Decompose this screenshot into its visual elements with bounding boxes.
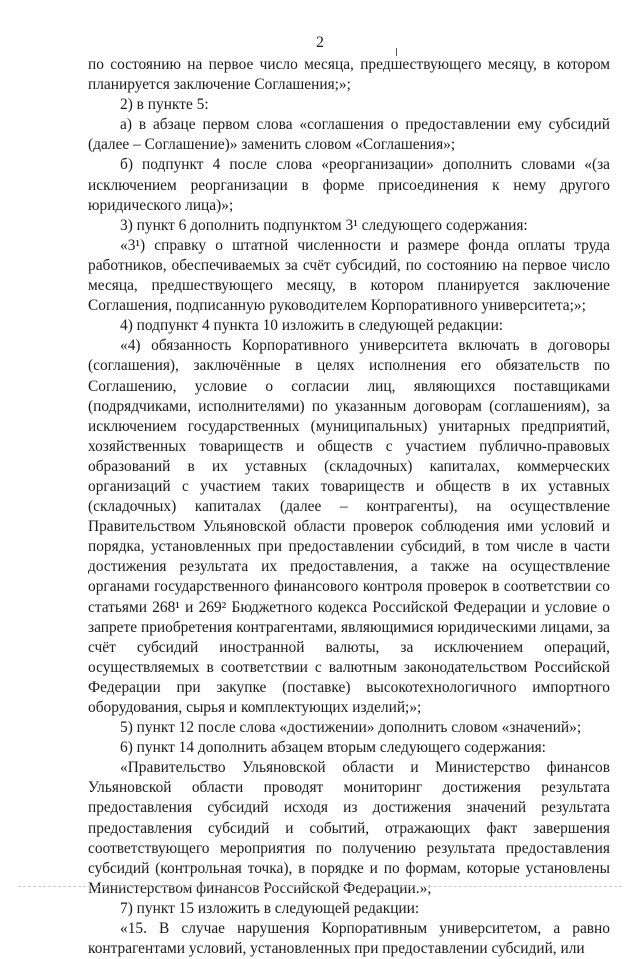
paragraph: 3) пункт 6 дополнить подпунктом 3¹ следующего содержания: xyxy=(120,216,528,234)
paragraph: а) в абзаце первом слова «соглашения о предоставлении ему субсидий (далее – Соглашение)» заменить словом «Соглашения»; xyxy=(88,116,610,154)
scan-edge-line xyxy=(18,886,622,889)
paragraph: «15. В случае нарушения Корпоративным университетом, а равно контрагентами условий, установленных при предоставлении субсидий, или xyxy=(88,920,610,958)
paragraph: 4) подпункт 4 пункта 10 изложить в следующей редакции: xyxy=(120,317,504,335)
paragraph: 6) пункт 14 дополнить абзацем вторым следующего содержания: xyxy=(120,739,546,757)
paragraph: «Правительство Ульяновской области и Министерство финансов Ульяновской области проводят мониторинг достижения результата предоставления субсидий исходя из достижения значений результата предоставления субсидий и событий, отражающих факт завершения соответствующего мероприятия по получению результата предоставления субсидий (контрольная точка), в порядке и по формам, которые установлены Министерством финансов Российской Федерации.»; xyxy=(88,759,610,897)
document-body xyxy=(88,55,610,959)
paragraph: по состоянию на первое число месяца, предшествующего месяцу, в котором планируется заключение Соглашения;»; xyxy=(88,56,610,94)
paragraph: 5) пункт 12 после слова «достижении» дополнить словом «значений»; xyxy=(120,719,582,737)
paragraph: 7) пункт 15 изложить в следующей редакции: xyxy=(120,899,420,917)
paragraph: 2) в пункте 5: xyxy=(120,96,209,114)
page-number: 2 xyxy=(316,34,324,51)
paragraph: «4) обязанность Корпоративного университета включать в договоры (соглашения), заключённые в целях исполнения его обязательств по Соглашению, условие о согласии лиц, являющихся поставщиками (подрядчиками, исполнителями) по указанным договорам (соглашениям), за исключением государственных (муниципальных) унитарных предприятий, хозяйственных товариществ и обществ с участием публично-правовых образований в их уставных (складочных) капиталах, коммерческих организаций с участием таких товариществ и обществ в их уставных (складочных) капиталах (далее – контрагенты), на осуществление Правительством Ульяновской области проверок соблюдения ими условий и порядка, установленных при предоставлении субсидий, в том числе в части достижения результата их предоставления, а также на осуществление органами государственного финансового контроля проверок в соответствии со статьями 268¹ и 269² Бюджетного кодекса Российской Федерации и условие о запрете приобретения контрагентами, являющимися юридическими лицами, за счёт субсидий иностранной валюты, за исключением операций, осуществляемых в соответствии с валютным законодательством Российской Федерации при закупке (поставке) высокотехнологичного импортного оборудования, сырья и комплектующих изделий;»; xyxy=(88,337,610,716)
paragraph: «3¹) справку о штатной численности и размере фонда оплаты труда работников, обеспечиваемых за счёт субсидий, по состоянию на первое число месяца, предшествующего месяцу, в котором планируется заключение Соглашения, подписанную руководителем Корпоративного университета;»; xyxy=(88,236,610,315)
paragraph: б) подпункт 4 после слова «реорганизации» дополнить словами «(за исключением реорганизации в форме присоединения к нему другого юридического лица)»; xyxy=(88,156,610,214)
